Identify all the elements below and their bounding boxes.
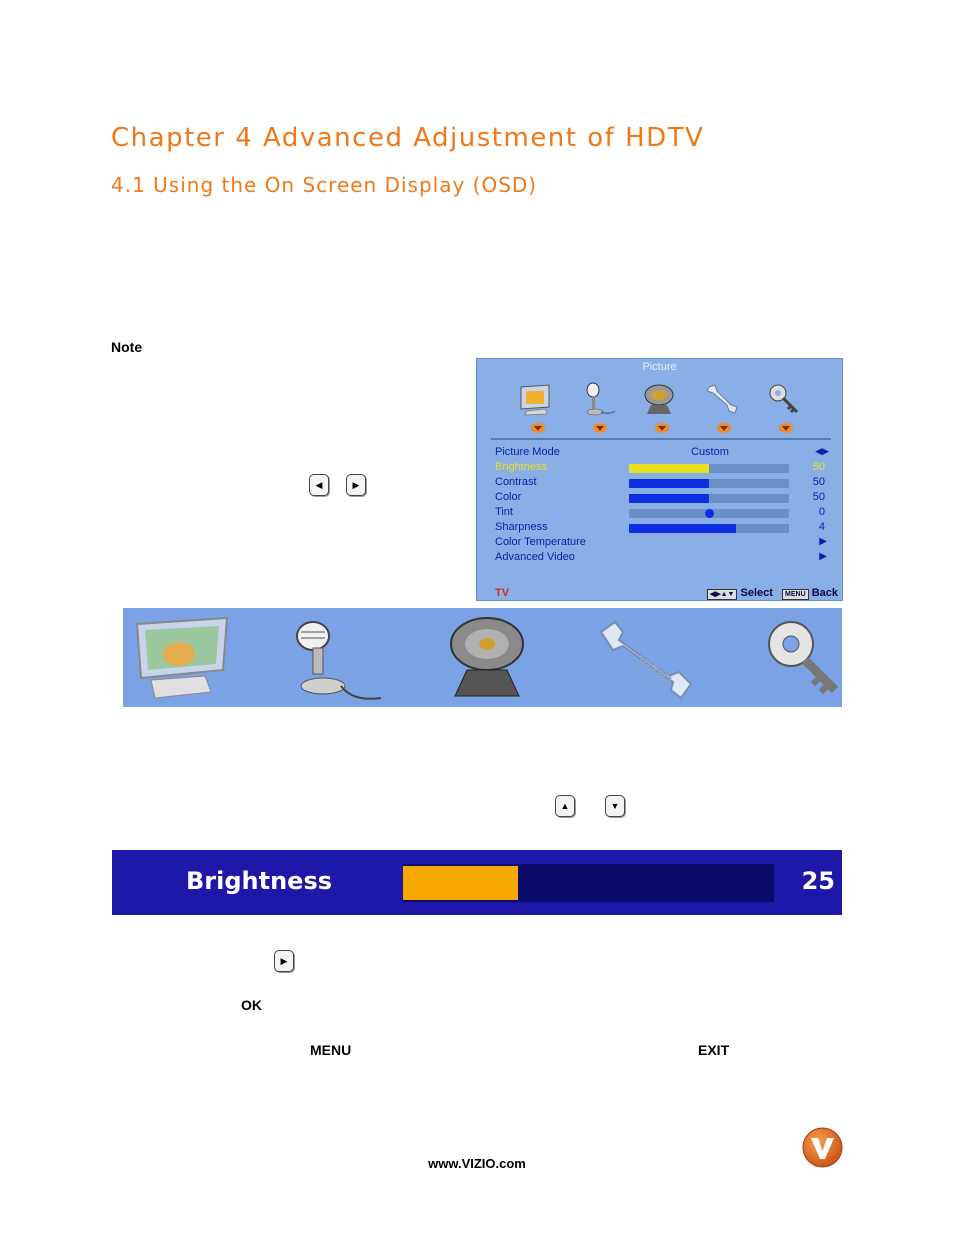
osd-row-sharpness[interactable] — [495, 521, 835, 536]
osd-row-value: Custom — [691, 446, 729, 458]
osd-help-back: Back — [811, 587, 838, 599]
osd-slider-fill — [629, 464, 709, 473]
osd-slider-dot — [705, 509, 714, 518]
vizio-logo-icon — [802, 1127, 843, 1168]
osd-icon-strip — [123, 608, 842, 707]
brightness-slider-fill — [403, 866, 518, 900]
wrench-setup-icon[interactable] — [595, 618, 695, 702]
osd-row-label: Color Temperature — [495, 536, 586, 548]
right-arrow-key-icon: ▶ — [346, 474, 366, 496]
chevron-down-icon — [593, 423, 607, 433]
osd-row-label: Contrast — [495, 476, 537, 488]
satellite-tv-icon — [641, 381, 679, 417]
exit-key-label: EXIT — [698, 1042, 730, 1058]
chevron-down-icon — [717, 423, 731, 433]
osd-row-label: Sharpness — [495, 521, 548, 533]
brightness-value: 25 — [801, 867, 835, 895]
key-parental-icon[interactable] — [763, 618, 841, 702]
wrench-brand-text: VIZIO — [633, 653, 675, 690]
chevron-right-icon: ▶ — [819, 536, 827, 547]
osd-row-value: 50 — [812, 461, 825, 473]
osd-slider-fill — [629, 479, 709, 488]
osd-row-value: 50 — [812, 491, 825, 503]
osd-slider[interactable] — [629, 464, 789, 473]
osd-slider[interactable] — [629, 524, 789, 533]
osd-row-advanced-video[interactable] — [495, 551, 835, 566]
osd-title: Picture — [642, 361, 677, 373]
note-label: Note — [111, 339, 143, 355]
chevron-down-icon — [655, 423, 669, 433]
osd-row-contrast[interactable] — [495, 476, 835, 491]
osd-row-label: Color — [495, 491, 522, 503]
down-arrow-key-icon: ▼ — [605, 795, 625, 817]
osd-slider[interactable] — [629, 479, 789, 488]
osd-help-select: Select — [740, 587, 773, 599]
osd-row-label: Picture Mode — [495, 446, 560, 458]
osd-row-value: 4 — [818, 521, 825, 533]
microphone-audio-icon[interactable] — [283, 616, 383, 704]
osd-row-value: 0 — [818, 506, 825, 518]
osd-slider[interactable] — [629, 494, 789, 503]
chevron-right-icon: ▶ — [819, 551, 827, 562]
osd-row-tint[interactable] — [495, 506, 835, 521]
key-parental-icon — [765, 381, 803, 417]
brightness-label: Brightness — [186, 867, 333, 895]
osd-source-label: TV — [495, 587, 510, 599]
osd-row-brightness[interactable] — [495, 461, 835, 476]
chevron-down-icon — [779, 423, 793, 433]
left-right-arrow-icon: ◀▶ — [815, 446, 829, 456]
osd-slider-fill — [629, 524, 736, 533]
brightness-slider[interactable] — [403, 864, 774, 902]
osd-slider-fill — [629, 494, 709, 503]
brightness-adjust-bar — [112, 850, 842, 915]
ok-key-label: OK — [241, 997, 262, 1013]
chapter-title: Chapter 4 Advanced Adjustment of HDTV — [111, 123, 705, 153]
chevron-down-icon — [531, 423, 545, 433]
section-title: 4.1 Using the On Screen Display (OSD) — [111, 173, 538, 197]
osd-row-label: Tint — [495, 506, 513, 518]
wrench-setup-icon — [703, 381, 741, 417]
osd-row-picture-mode[interactable] — [495, 446, 835, 461]
osd-row-label: Advanced Video — [495, 551, 575, 563]
menu-key-icon: MENU — [782, 589, 809, 600]
osd-row-color[interactable] — [495, 491, 835, 506]
osd-row-value: 50 — [812, 476, 825, 488]
right-arrow-key-icon: ▶ — [274, 950, 294, 972]
satellite-tv-icon[interactable] — [441, 614, 541, 702]
osd-divider — [491, 438, 831, 440]
arrow-keys-icon: ◀▶▲▼ — [707, 589, 738, 600]
menu-key-label: MENU — [310, 1042, 352, 1058]
osd-picture-menu — [476, 358, 843, 601]
microphone-audio-icon — [579, 381, 617, 417]
osd-row-color-temperature[interactable] — [495, 536, 835, 551]
picture-icon — [517, 381, 555, 417]
osd-slider[interactable] — [629, 509, 789, 518]
footer-url: www.VIZIO.com — [428, 1156, 526, 1171]
up-arrow-key-icon: ▲ — [555, 795, 575, 817]
osd-help-bar — [707, 587, 838, 600]
osd-row-label: Brightness — [495, 461, 547, 473]
left-arrow-key-icon: ◀ — [309, 474, 329, 496]
picture-icon[interactable] — [131, 614, 231, 702]
